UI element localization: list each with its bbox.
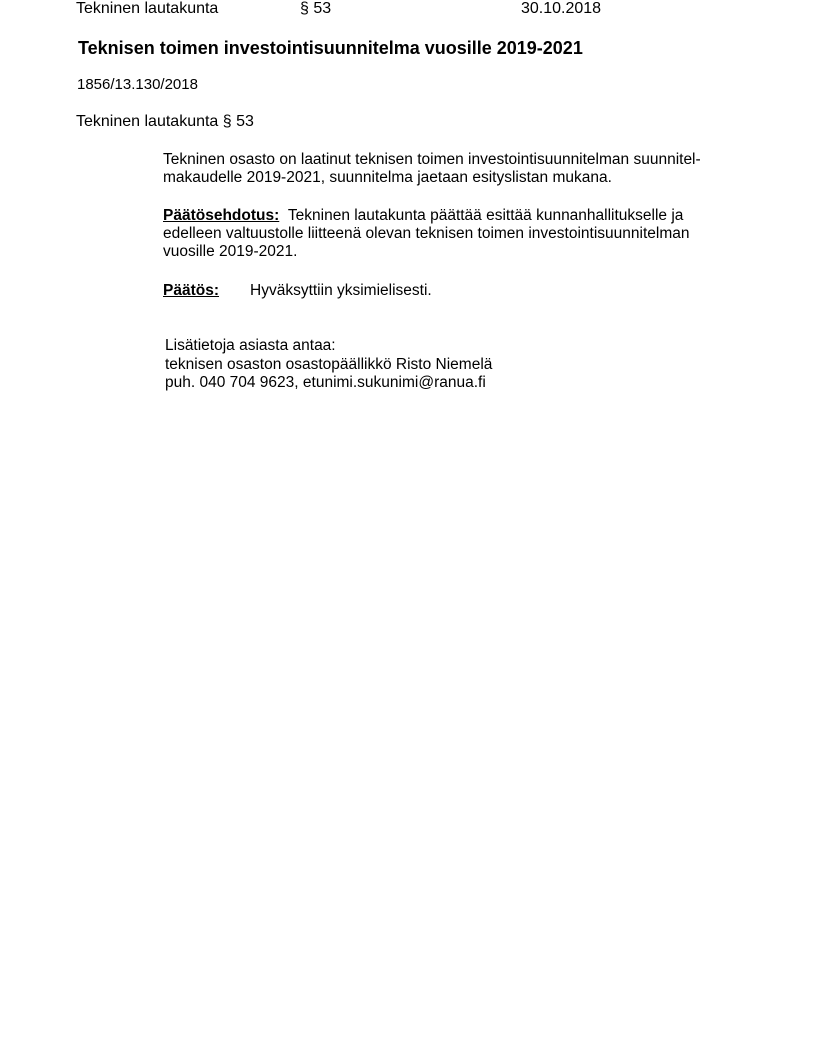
contact-info <box>165 337 492 393</box>
contact-line: puh. 040 704 9623, etunimi.sukunimi@ranua.fi <box>165 374 486 391</box>
proposal-line: edelleen valtuustolle liitteenä olevan teknisen toimen investointisuunnitelman <box>163 225 690 242</box>
proposal-first-line <box>163 207 743 225</box>
intro-line: Tekninen osasto on laatinut teknisen toimen investointisuunnitelman suunnitel- <box>163 151 701 168</box>
intro-line: makaudelle 2019-2021, suunnitelma jaetaan esityslistan mukana. <box>163 169 612 186</box>
header-section-number: § 53 <box>300 0 332 17</box>
section-subheading: Tekninen lautakunta § 53 <box>76 113 254 130</box>
intro-paragraph <box>163 151 743 187</box>
proposal-label: Päätösehdotus: <box>163 207 280 224</box>
proposal-paragraph <box>163 207 743 261</box>
proposal-line: vuosille 2019-2021. <box>163 243 298 260</box>
decision-label: Päätös: <box>163 282 219 299</box>
document-title: Teknisen toimen investointisuunnitelma vuosille 2019-2021 <box>78 38 583 58</box>
decision-text: Hyväksyttiin yksimielisesti. <box>250 282 432 299</box>
contact-line: Lisätietoja asiasta antaa: <box>165 337 336 354</box>
document-number: 1856/13.130/2018 <box>77 76 198 93</box>
proposal-text: Tekninen lautakunta päättää esittää kunnanhallitukselle ja <box>287 207 684 224</box>
header-committee: Tekninen lautakunta <box>76 0 219 17</box>
contact-line: teknisen osaston osastopäällikkö Risto Niemelä <box>165 355 493 373</box>
decision-paragraph <box>163 282 743 300</box>
header-date: 30.10.2018 <box>521 0 602 17</box>
